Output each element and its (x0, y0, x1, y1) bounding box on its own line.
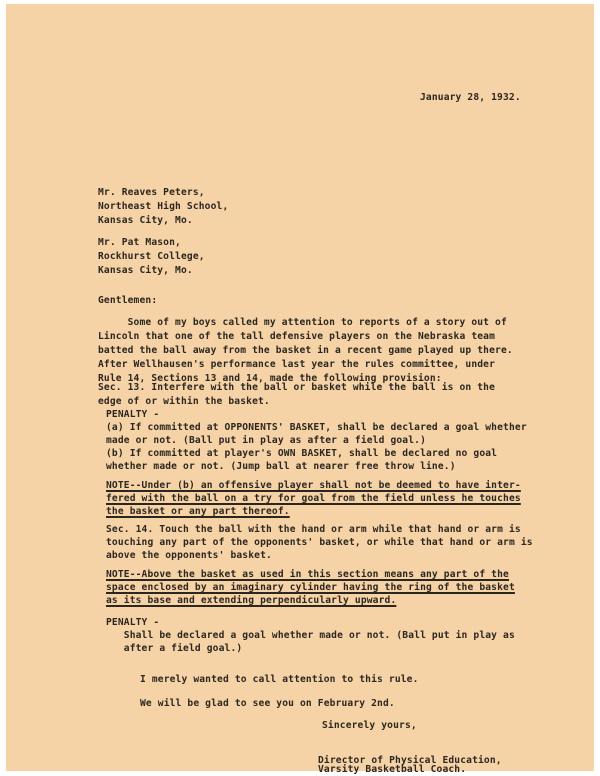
paragraph-line: Some of my boys called my attention to reports of a story out of (98, 317, 507, 328)
salutation: Gentlemen: (98, 295, 158, 306)
signoff: Sincerely yours, (322, 720, 417, 731)
closing-line: We will be glad to see you on February 2nd. (140, 698, 395, 709)
signature-title: Director of Physical Education, (318, 755, 502, 766)
penalty-label: PENALTY - (106, 617, 160, 628)
recipient-line: Kansas City, Mo. (98, 265, 193, 276)
rule-line: (b) If committed at player's OWN BASKET, shall be declared no goal (106, 448, 498, 459)
recipient-line: Rockhurst College, (98, 251, 205, 262)
recipient-line: Northeast High School, (98, 201, 229, 212)
rule-line: Sec. 13. Interfere with the ball or basket while the ball is on the (98, 382, 496, 393)
note-line: as its base and extending perpendicularly upward. (106, 595, 397, 606)
note-line: fered with the ball on a try for goal from the field unless he touches (106, 493, 521, 504)
rule-line: Sec. 14. Touch the ball with the hand or arm while that hand or arm is (106, 524, 521, 535)
note-line: space enclosed by an imaginary cylinder having the ring of the basket (106, 582, 515, 593)
rule-line: above the opponents' basket. (106, 550, 272, 561)
recipient-line: Kansas City, Mo. (98, 215, 193, 226)
penalty-label: PENALTY - (106, 409, 160, 420)
rule-line: edge of or within the basket. (98, 396, 270, 407)
letter-page (6, 4, 594, 775)
paragraph-line: After Wellhausen's performance last year the rules committee, under (98, 359, 496, 370)
paragraph-line: Lincoln that one of the tall defensive players on the Nebraska team (98, 331, 496, 342)
letter-date: January 28, 1932. (420, 92, 521, 103)
note-line: NOTE--Above the basket as used in this section means any part of the (106, 569, 509, 580)
signature-title: Varsity Basketball Coach. (318, 764, 467, 775)
note-line: NOTE--Under (b) an offensive player shall not be deemed to have inter- (106, 480, 521, 491)
rule-line: after a field goal.) (106, 643, 243, 654)
recipient-line: Mr. Reaves Peters, (98, 187, 205, 198)
paragraph-line: batted the ball away from the basket in a recent game played up there. (98, 345, 513, 356)
rule-line: whether made or not. (Jump ball at nearer free throw line.) (106, 461, 456, 472)
note-line: the basket or any part thereof. (106, 506, 290, 517)
rule-line: (a) If committed at OPPONENTS' BASKET, shall be declared a goal whether (106, 422, 527, 433)
rule-line: Shall be declared a goal whether made or not. (Ball put in play as (106, 630, 515, 641)
paragraph-line: Rule 14, Sections 13 and 14, made the following provision: (98, 373, 442, 384)
rule-line: touching any part of the opponents' basket, or while that hand or arm is (106, 537, 533, 548)
closing-line: I merely wanted to call attention to this rule. (140, 674, 419, 685)
rule-line: made or not. (Ball put in play as after a field goal.) (106, 435, 426, 446)
recipient-line: Mr. Pat Mason, (98, 237, 181, 248)
